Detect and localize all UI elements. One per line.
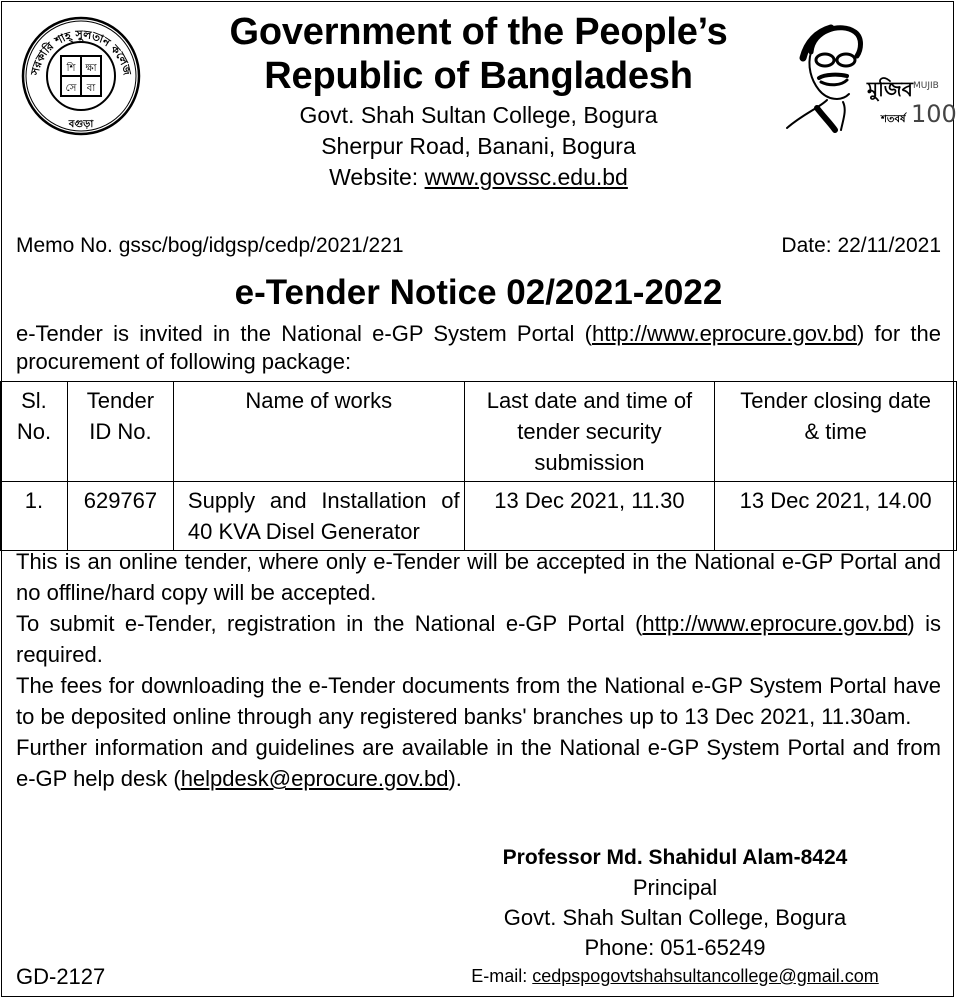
intro-paragraph — [16, 320, 941, 376]
header-last-line2: tender security — [517, 419, 662, 444]
seal-cell-2: ক্ষা — [85, 63, 97, 74]
header-tid-line2: ID No. — [89, 419, 152, 444]
header-last-date — [464, 382, 715, 482]
cell-closing-date: 13 Dec 2021, 14.00 — [715, 482, 957, 551]
seal-outer-text: সরকারি শাহ্ সুলতান কলেজ — [28, 27, 134, 77]
memo-date: Date: 22/11/2021 — [781, 234, 941, 257]
government-title-line2: Republic of Bangladesh — [264, 55, 693, 97]
header-closing-date — [715, 382, 957, 482]
mujib-text-en: MUJIB — [913, 81, 939, 91]
header-last-line3: submission — [534, 450, 645, 475]
signatory-phone: Phone: 051-65249 — [584, 935, 766, 960]
header-closing-line1: Tender closing date — [740, 388, 932, 413]
table-row — [1, 482, 957, 551]
mujib-number: 100 — [911, 100, 957, 128]
header-last-line1: Last date and time of — [486, 388, 693, 413]
signatory-college: Govt. Shah Sultan College, Bogura — [503, 905, 847, 930]
email-label: E-mail: — [471, 966, 528, 986]
mujib-sub-bn: শতবর্ষ — [881, 114, 906, 125]
header-tender-id — [67, 382, 173, 482]
body-paragraph-helpdesk — [16, 732, 941, 794]
college-address: Sherpur Road, Banani, Bogura — [321, 133, 636, 159]
website-line — [150, 162, 807, 193]
cell-tender-id: 629767 — [67, 482, 173, 551]
signatory-email-link[interactable]: cedpspogovtshahsultancollege@gmail.com — [532, 966, 879, 986]
website-label: Website: — [329, 164, 419, 190]
cell-sl: 1. — [1, 482, 68, 551]
college-seal-logo — [20, 15, 142, 137]
mujib-text-bn: মুজিব — [867, 77, 913, 101]
eprocure-link-2[interactable]: http://www.eprocure.gov.bd — [642, 611, 908, 636]
signatory-block — [440, 843, 910, 989]
cell-works-line1: Supply and Installation of — [187, 488, 460, 513]
header-name-of-works — [173, 382, 464, 482]
cell-last-date: 13 Dec 2021, 11.30 — [464, 482, 715, 551]
tender-table — [0, 381, 957, 551]
mujib-100-logo — [783, 16, 957, 132]
table-header-row — [1, 382, 957, 482]
intro-text-before: e-Tender is invited in the National e-GP System Portal ( — [16, 321, 592, 346]
header-works-text: Name of works — [245, 388, 393, 413]
seal-cell-4: বা — [86, 83, 96, 94]
cell-works — [173, 482, 464, 551]
seal-bottom-text: বগুড়া — [68, 119, 94, 130]
signatory-name: Professor Md. Shahidul Alam-8424 — [502, 846, 848, 869]
body-paragraph-registration — [16, 608, 941, 670]
intro-text-after: ) for the procurement of following package: — [16, 321, 941, 374]
notice-body — [16, 546, 941, 794]
government-title-line1: Government of the People’s — [229, 11, 728, 53]
signatory-title: Principal — [632, 875, 718, 900]
body-paragraph-fees: The fees for downloading the e-Tender documents from the National e-GP System Portal have to be deposited online through any registered banks' branches up to 13 Dec 2021, 11.30am. — [16, 673, 941, 729]
body-paragraph-online: This is an online tender, where only e-Tender will be accepted in the National e-GP Portal and no offline/hard copy will be accepted. — [16, 549, 941, 605]
eprocure-link[interactable]: http://www.eprocure.gov.bd — [591, 321, 857, 346]
seal-cell-1: শি — [66, 63, 76, 74]
helpdesk-email-link[interactable]: helpdesk@eprocure.gov.bd — [180, 766, 449, 791]
signatory-email-line — [440, 963, 910, 989]
header-closing-line2: & time — [804, 419, 867, 444]
header-sl-line2: No. — [16, 419, 52, 444]
header-tid-line1: Tender — [86, 388, 155, 413]
cell-works-line2: 40 KVA Disel Generator — [187, 519, 420, 544]
letterhead — [150, 10, 807, 193]
p4-after: ). — [448, 766, 462, 791]
p4-before: Further information and guidelines are available in the National e-GP System Portal and from e-GP help desk ( — [16, 735, 941, 791]
memo-number: Memo No. gssc/bog/idgsp/cedp/2021/221 — [16, 234, 404, 257]
notice-title: e-Tender Notice 02/2021-2022 — [234, 273, 723, 312]
gd-code: GD-2127 — [16, 964, 106, 989]
p2-before: To submit e-Tender, registration in the National e-GP Portal ( — [16, 611, 643, 636]
header-sl-no — [1, 382, 68, 482]
college-name: Govt. Shah Sultan College, Bogura — [299, 102, 658, 128]
seal-cell-3: সে — [65, 83, 77, 94]
p2-after: ) is required. — [16, 611, 941, 667]
header-sl-line1: Sl. — [21, 388, 47, 413]
website-link[interactable]: www.govssc.edu.bd — [424, 164, 628, 190]
